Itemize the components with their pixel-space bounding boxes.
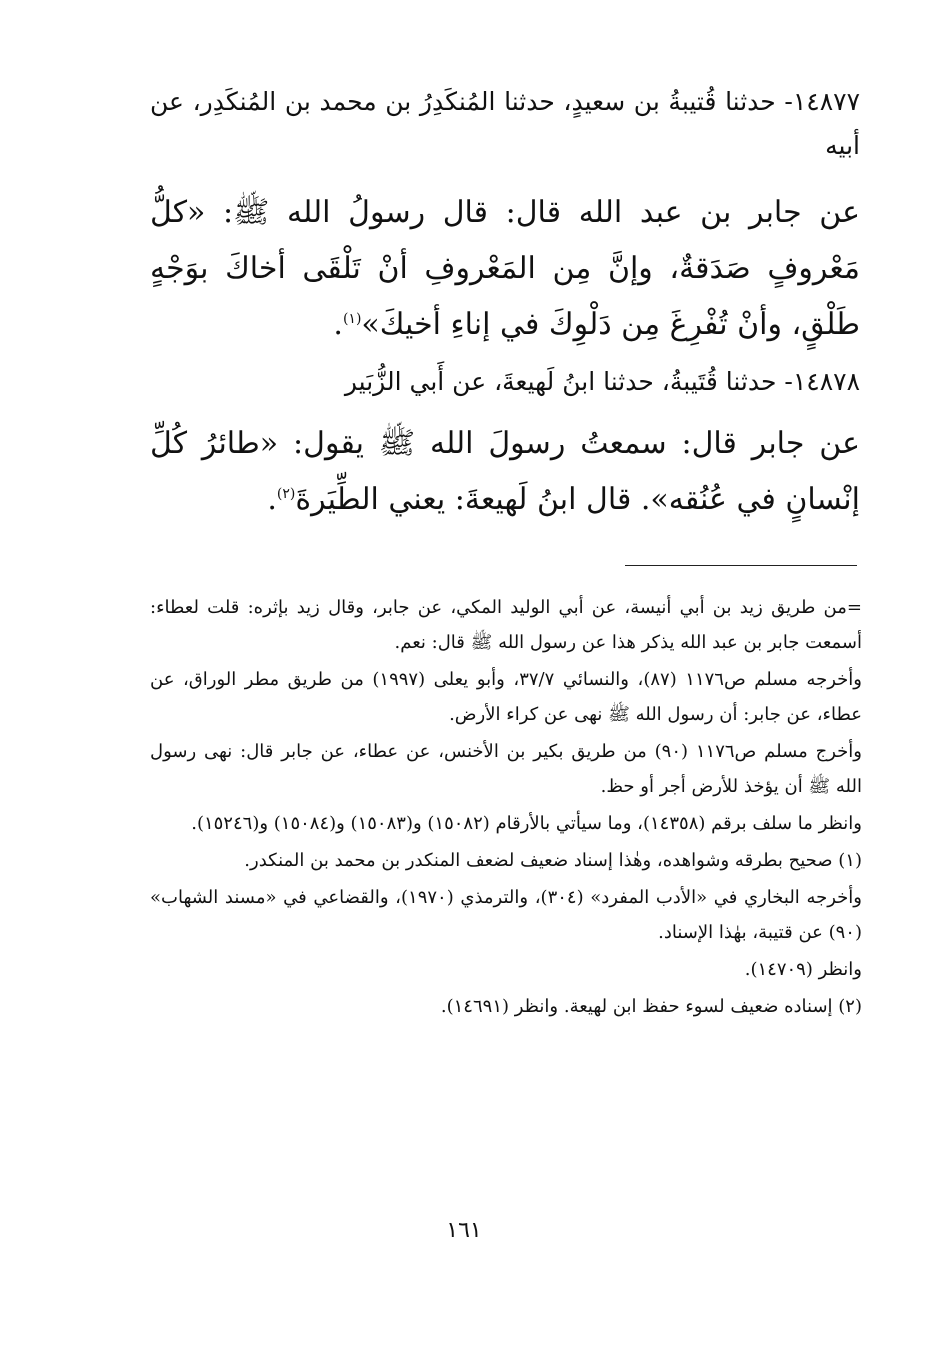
hadith-isnad-14877: ١٤٨٧٧- حدثنا قُتيبةُ بن سعيدٍ، حدثنا المُنكَدِرُ بن محمد بن المُنكَدِر، عن أبيه — [150, 87, 860, 160]
hadith-matn-14877-block — [150, 185, 860, 353]
hadith-matn-14877-text: عن جابر بن عبد الله قال: قال رسولُ الله ﷺ: «كلُّ مَعْروفٍ صَدَقةٌ، وإنَّ مِن المَعْروفِ أنْ تَلْقَى أخاكَ بوَجْهٍ طَلْقٍ، وأنْ تُفْرِغَ مِن دَلْوِكَ في إناءِ أخيكَ» — [150, 195, 860, 342]
hadith-matn-14878-text: عن جابر قال: سمعتُ رسولَ الله ﷺ يقول: «طائرُ كُلِّ إنْسانٍ في عُنُقه». قال ابنُ لَهيعةَ: يعني الطِّيَرةَ — [150, 426, 860, 517]
footnote-ref-1: (١) — [342, 311, 362, 327]
footnote-continuation: =من طريق زيد بن أبي أنيسة، عن أبي الوليد المكي، عن جابر، وقال زيد بإثره: قلت لعطاء: أسمعت جابر بن عبد الله يذكر هذا عن رسول الله ﷺ قال: نعم. — [150, 597, 862, 653]
footnote-paragraph: وأخرجه البخاري في «الأدب المفرد» (٣٠٤)، والترمذي (١٩٧٠)، والقضاعي في «مسند الشهاب» (٩٠) عن قتيبة، بهٰذا الإسناد. — [150, 887, 862, 943]
footnote-ref-2: (٢) — [276, 486, 296, 502]
footnote-paragraph: وأخرجه مسلم ص١١٧٦ (٨٧)، والنسائي ٣٧/٧، وأبو يعلى (١٩٩٧) من طريق مطر الوراق، عن عطاء، عن جابر: أن رسول الله ﷺ نهى عن كراء الأرض. — [150, 669, 862, 725]
footnote-divider — [625, 565, 857, 566]
hadith-isnad-14878: ١٤٨٧٨- حدثنا قُتَيبةُ، حدثنا ابنُ لَهيعةَ، عن أَبي الزُّبَير — [344, 367, 860, 396]
hadith-matn-14878-end: . — [267, 482, 277, 517]
footnote-paragraph: وانظر (١٤٧٠٩). — [744, 959, 862, 980]
hadith-matn-14878 — [150, 416, 860, 528]
hadith-isnad-14878-block — [150, 360, 860, 404]
footnote-1: (١) صحيح بطرقه وشواهده، وهٰذا إسناد ضعيف لضعف المنكدر بن محمد بن المنكدر. — [244, 850, 862, 871]
footnote-2: (٢) إسناده ضعيف لسوء حفظ ابن لهيعة. وانظر (١٤٦٩١). — [440, 996, 862, 1017]
footnote-paragraph: وانظر ما سلف برقم (١٤٣٥٨)، وما سيأتي بالأرقام (١٥٠٨٢) و(١٥٠٨٣) و(١٥٠٨٤) و(١٥٢٤٦). — [191, 813, 862, 834]
hadith-matn-14878-block — [150, 416, 860, 528]
footnote-paragraph: وأخرج مسلم ص١١٧٦ (٩٠) من طريق بكير بن الأخنس، عن عطاء، عن جابر قال: نهى رسول الله ﷺ أن يؤخذ للأرض أجر أو حظ. — [150, 741, 862, 797]
hadith-matn-14877 — [150, 185, 860, 353]
page-number: ١٦١ — [446, 1218, 482, 1243]
footnotes — [150, 590, 862, 1026]
main-text — [150, 80, 860, 168]
hadith-matn-14877-end: . — [333, 307, 343, 342]
